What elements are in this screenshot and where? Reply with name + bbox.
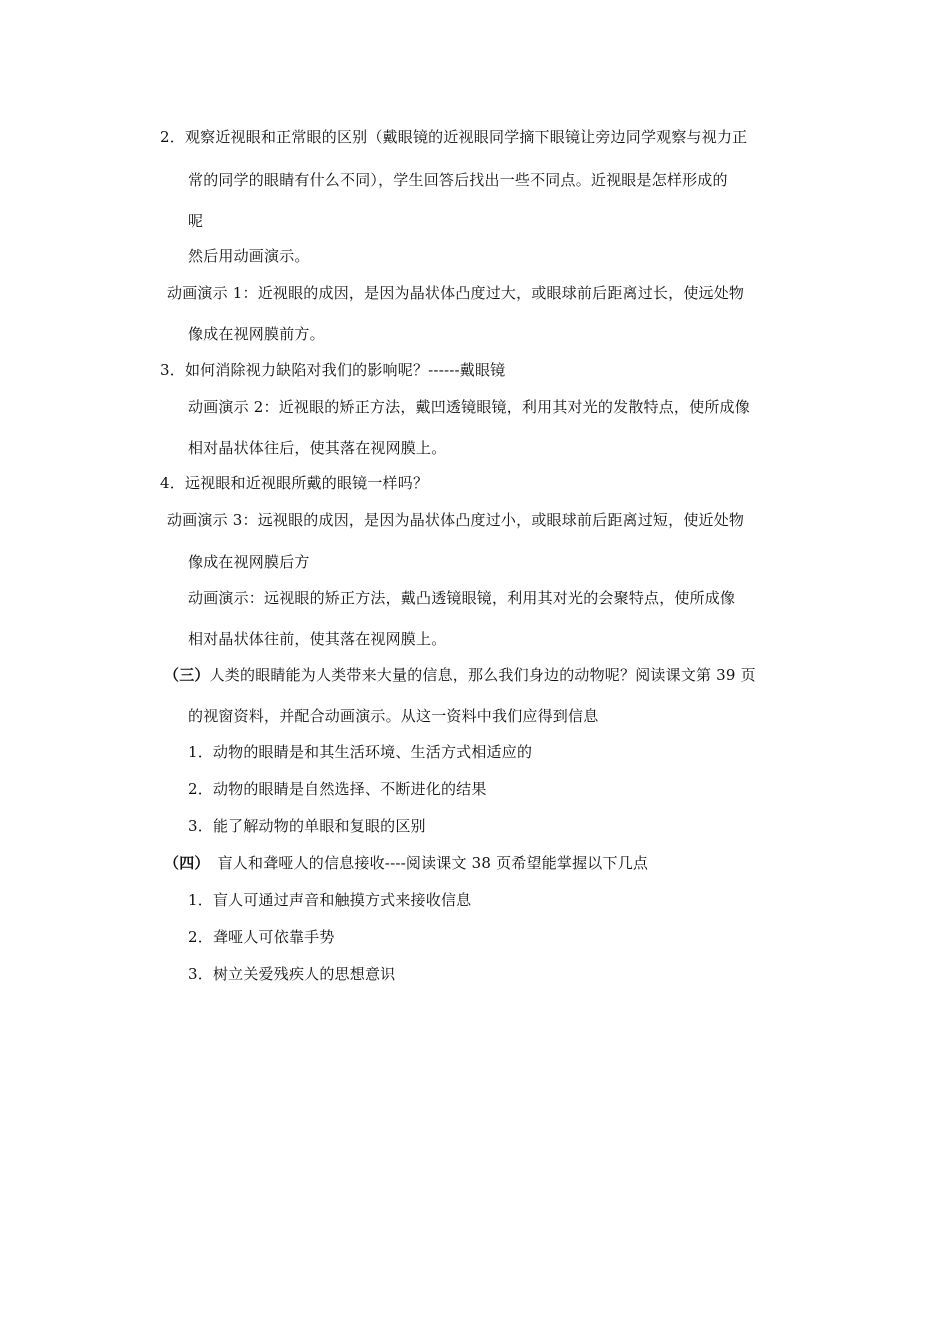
part-3-item-2 [188,779,487,799]
part-4-item-2 [188,927,335,947]
item-3-line [160,360,505,380]
item-2-line-4: 然后用动画演示。 [188,247,310,265]
demo-1-line-2: 像成在视网膜前方。 [188,325,325,343]
part-3-label: （三） [164,666,210,684]
part-3-item-3 [188,816,426,836]
part-3-item-3-number: 3． [188,817,213,835]
part-3-item-3-text: 能了解动物的单眼和复眼的区别 [212,817,426,835]
part-4-item-3-number: 3． [188,965,213,983]
part-3-item-1-number: 1． [188,743,213,761]
demo-1-line-1: 动画演示 1：近视眼的成因，是因为晶状体凸度过大，或眼球前后距离过长，使远处物 [167,284,745,302]
item-4-line [160,473,428,493]
demo-3-line-1: 动画演示 3：远视眼的成因，是因为晶状体凸度过小，或眼球前后距离过短，使近处物 [167,511,745,529]
item-3-number: 3． [160,361,185,379]
part-3-text: 人类的眼睛能为人类带来大量的信息，那么我们身边的动物呢？阅读课文第 39 页 [209,666,756,684]
part-4-text: 盲人和聋哑人的信息接收----阅读课文 38 页希望能掌握以下几点 [217,854,649,872]
part-4-item-2-text: 聋哑人可依靠手势 [212,928,335,946]
demo-2-line-2: 相对晶状体往后，使其落在视网膜上。 [188,439,447,457]
part-4-label: （四） [164,854,210,872]
part-4-item-3-text: 树立关爱残疾人的思想意识 [212,965,396,983]
item-2-line-1 [160,127,747,147]
item-4-text: 远视眼和近视眼所戴的眼镜一样吗？ [184,474,429,492]
demo-2-line-1: 动画演示 2：近视眼的矫正方法，戴凹透镜眼镜，利用其对光的发散特点，使所成像 [188,398,750,416]
part-4-item-1 [188,890,471,910]
demo-3-line-2: 像成在视网膜后方 [188,553,310,571]
demo-4-line-1: 动画演示：远视眼的矫正方法，戴凸透镜眼镜，利用其对光的会聚特点，使所成像 [188,589,736,607]
part-4-item-2-number: 2． [188,928,213,946]
part-3-item-2-number: 2． [188,780,213,798]
part-3-line-1 [164,665,756,685]
demo-4-line-2: 相对晶状体往前，使其落在视网膜上。 [188,630,447,648]
part-3-item-1 [188,742,532,762]
item-3-text: 如何消除视力缺陷对我们的影响呢？------戴眼镜 [184,361,506,379]
part-3-item-1-text: 动物的眼睛是和其生活环境、生活方式相适应的 [212,743,533,761]
part-4-line-1 [164,853,648,873]
item-4-number: 4． [160,474,185,492]
item-2-text: 观察近视眼和正常眼的区别（戴眼镜的近视眼同学摘下眼镜让旁边同学观察与视力正 [184,128,748,146]
part-3-line-2: 的视窗资料，并配合动画演示。从这一资料中我们应得到信息 [188,707,599,725]
part-4-item-3 [188,964,395,984]
part-4-item-1-text: 盲人可通过声音和触摸方式来接收信息 [212,891,472,909]
item-2-number: 2． [160,128,185,146]
part-4-item-1-number: 1． [188,891,213,909]
part-3-item-2-text: 动物的眼睛是自然选择、不断进化的结果 [212,780,487,798]
item-2-line-3: 呢 [188,212,204,230]
item-2-line-2: 常的同学的眼睛有什么不同），学生回答后找出一些不同点。近视眼是怎样形成的 [188,171,728,189]
